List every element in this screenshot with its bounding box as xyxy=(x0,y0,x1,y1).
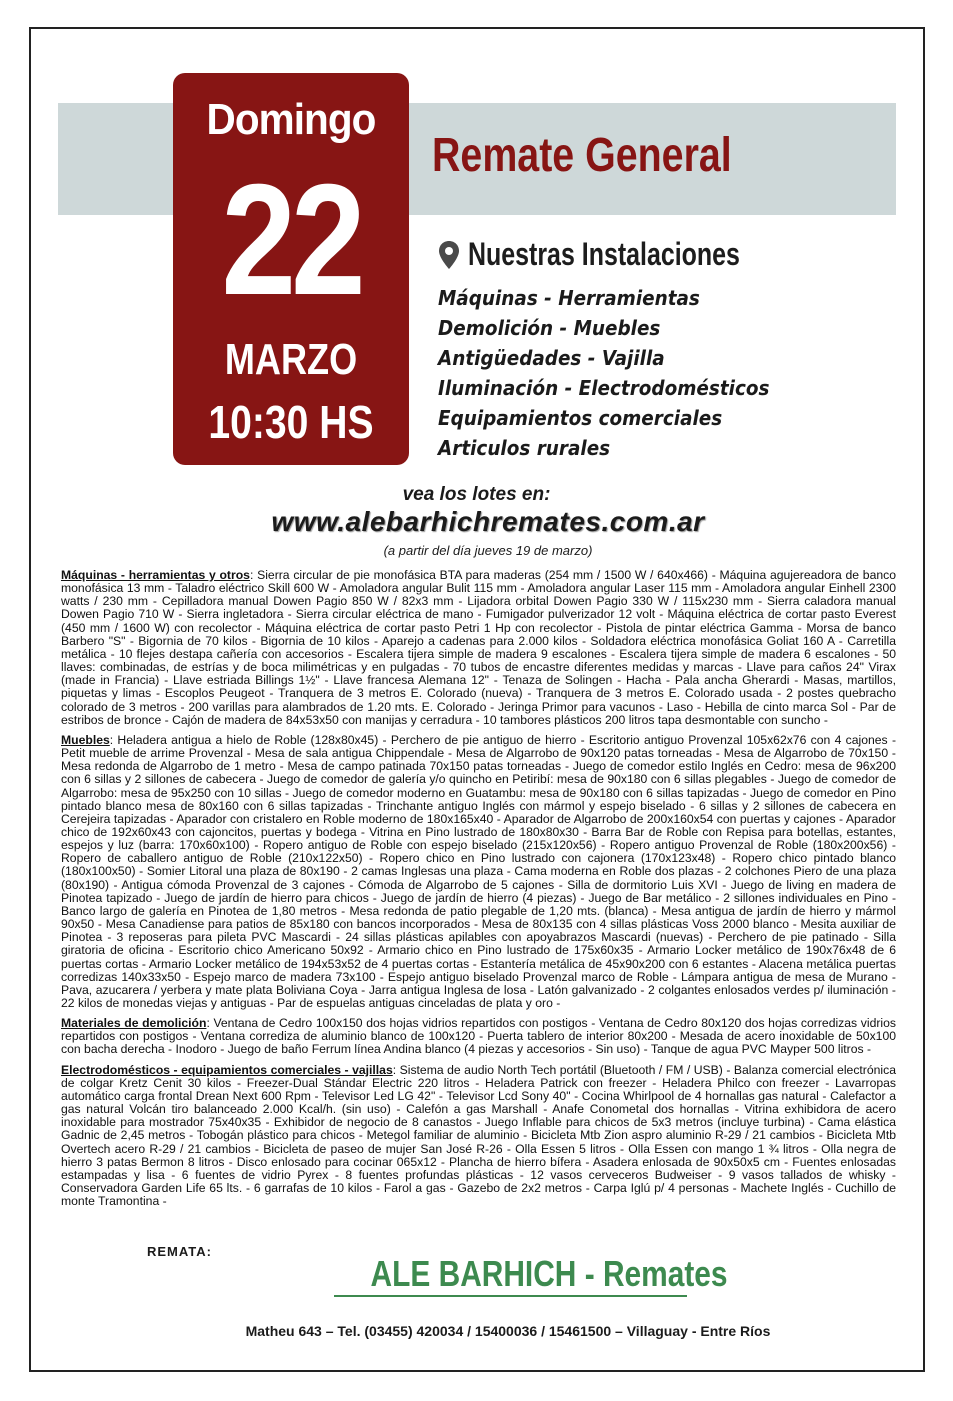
section-electrodomesticos xyxy=(61,1064,896,1209)
category-list xyxy=(438,283,838,463)
section-text: : Ventana de Cedro 100x150 dos hojas vidrios repartidos con postigos - Ventana de Cedro 80x120 dos hojas corredizas vidrios repartidos con postigos - Ventana corrediza de aluminio blanco de 100x120 - Puerta tablero de interior 80x200 - Mesada de acero inoxidable de 50x100 con bacha derecha - Inodoro - Juego de baño Ferrum línea Andina blanco (4 piezas y accesorios - Sin uso) - Tanque de agua PVC Mayper 500 litros - xyxy=(61,1016,896,1057)
date-time: 10:30 HS xyxy=(208,396,374,448)
contact-info: Matheu 643 – Tel. (03455) 420034 / 15400036 / 15461500 – Villaguay - Entre Ríos xyxy=(245,1323,771,1339)
section-text: : Heladera antigua a hielo de Roble (128x80x45) - Perchero de pie antiguo de hierro - Escritorio antiguo Provenzal 105x62x76 con 4 cajones - Petit mueble de arrime Provenzal - Mesa de sala antigua Chippendale - Mesa de Algarrobo de 90x120 patas torneadas - Mesa de Algarrobo de 70x150 - Mesa redonda de Algarrobo de 1 metro - Mesa de campo patinada 70x150 patas torneadas - Juego de comedor estilo Inglés en Cedro: mesa de 96x200 con 6 sillas y 2 sillones de cabecera - Juego de comedor de galería y/o quincho en Petiribí: mesa de 90x180 con 6 sillas plegables - Juego de comedor de Algarrobo: mesa de 95x250 con 10 sillas - Juego de comedor moderno en Guatambu: mesa de 90x180 con 6 sillas tapizadas - Juego de comedor en Pino pintado blanco mesa de 80x160 con 6 sillas tapizadas - Trinchante antiguo Inglés con mármol y espejo biselado - 6 sillas y 2 sillones de cabecera en Cerejeira tapizadas - Aparador con cristalero en Roble moderno de 180x165x40 - Aparador de Algarrobo de 200x160x54 con puertas y cajones - Aparador chico de 192x60x43 con cajoncitos, puertas y bodega - Vitrina en Pino lustrado de 180x80x30 - Barra Bar de Roble con Repisa para botellas, estantes, espejos y luz (barra: 170x60x100) - Ropero antiguo de Roble con espejo biselado (215x120x56) - Ropero antiguo Provenzal de Roble (180x200x56) - Ropero de caballero antiguo de Roble (210x122x50) - Ropero chico en Pino lustrado con cajonera (170x123x48) - Ropero chico pintado blanco (180x100x50) - Somier Litoral una plaza de 80x190 - 2 camas Inglesas una plaza - Cama moderna en Roble dos plazas - 2 colchones Piero de una plaza (80x190) - Antigua cómoda Provenzal de 3 cajones - Cómoda de Algarrobo de 5 cajones - Silla de dormitorio Luis XVI - Juego de living en madera de Pinotea tapizado - Juego de jardín de hierro para chicos - Juego de jardín de hierro (4 piezas) - Juego de Bar metálico - 2 sillones individuales en Pino - Banco largo de galería en Pinotea de 1,80 metros - Mesa redonda de patio plegable de 1,20 mts. (blanca) - Mesa antigua de jardín de hierro y mármol 90x50 - Mesa Canadiense para patios de 85x180 con bancos incorporados - Mesa de 80x135 con 4 sillas plásticas Voss 2000 blanco - Mesita auxiliar de Pinotea - 3 reposeras para pileta PVC Mascardi - 24 sillas plásticas apilables con apoyabrazos Mascardi (nuevas) - Perchero de pie patinado - Silla giratoria de oficina - Escritorio chico Americano 50x92 - Armario chico en Pino lustrado de 175x60x35 - Armario Locker metálico de 190x76x48 de 6 puertas cortas - Armario Locker metálico de 194x53x52 de 4 puertas cortas - Estantería metálica de 45x90x200 con 6 estantes - Alacena metálica puertas corredizas 140x33x50 - Espejo marco de madera 73x100 - Espejo antiguo biselado Provenzal marco de Roble - Lámpara antigua de mesa de Murano - Pava, azucarera / yerbera y mate plata Boliviana Coya - Jarra antigua Inglesa de losa - Latón galvanizado - 2 colgantes enlosados verdes p/ iluminación - 22 kilos de monedas viejas y antiguas - Par de espuelas antiguas cinceladas de plata y oro - xyxy=(61,732,896,1010)
lots-label: vea los lotes en: xyxy=(402,484,551,505)
category-item: Iluminación - Electrodomésticos xyxy=(438,376,770,400)
section-heading: Electrodomésticos - equipamientos comerciales - vajillas xyxy=(61,1062,393,1077)
map-pin-icon xyxy=(438,240,460,270)
section-maquinas xyxy=(61,569,896,727)
section-heading: Materiales de demolición xyxy=(61,1016,207,1031)
section-text: : Sierra circular de pie monofásica BTA para maderas (254 mm / 1500 W / 640x466) - Máquina agujereadora de banco monofásica 13 mm - Taladro eléctrico Skill 600 W - Amoladora angular Bulit 115 mm - Amoladora angular Laser 115 mm - Amoladora angular Einhell 2300 watts / 230 mm - Cepilladora manual Dowen Pagio 850 W / 82x3 mm - Lijadora orbital Dowen Pagio 330 W / 115x230 mm - Sierra caladora manual Dowen Pagio 710 W - Sierra ingletadora - Sierra circular eléctrica de mano - Fumigador pulverizador 12 volt - Máquina eléctrica de cortar pasto Everest (450 mm / 1600 W) con recolector - Máquina eléctrica de cortar pasto Petri 1 Hp con recolector - Pistola de pintar eléctrica Gamma - Morsa de banco Barbero "S" - Bigornia de 70 kilos - Bigornia de 10 kilos - Aparejo a cadenas para 2.000 kilos - Soldadora eléctrica monofásica Goliat 160 A - Carretilla metálica - 10 flejes destapa cañería con accesorios - Escalera tijera simple de madera 9 escalones - Escalera tijera simple de madera 6 escalones - 50 llaves: combinadas, de estrías y de boca milimétricas y en pulgadas - 70 tubos de encastre diferentes medidas y marcas - Llave para caños 24" Virax (made in Francia) - Llave estriada Billings 1½" - Llave francesa Alemana 12" - Tenaza de Solingen - Hacha - Pala ancha Gherardi - Masas, martillos, piquetas y limas - Escoplos Peugeot - Tranquera de 3 metros E. Colorado (nueva) - Tranquera de 3 metros E. Colorado usada - 2 postes quebracho colorado de 3 metros - 200 varillas para alambrados de 1.20 mts. E. Colorado - Jeringa Primor para vacunos - Laso - Hebilla de cinto marca Sol - Par de estribos de bronce - Cajón de madera de 84x53x50 con manijas y cerradura - 10 tambores plásticos 200 litros tapa desmontable con suncho - xyxy=(61,568,897,727)
date-badge xyxy=(173,73,409,465)
page-title: Remate General xyxy=(432,129,732,182)
auctioneer-brand xyxy=(334,1253,728,1297)
category-item: Equipamientos comerciales xyxy=(438,406,723,430)
date-month: MARZO xyxy=(224,335,358,384)
brand-name: ALE BARHICH - Remates xyxy=(370,1253,728,1294)
category-item: Demolición - Muebles xyxy=(438,316,661,340)
date-day: Domingo xyxy=(206,95,376,144)
remata-label: REMATA: xyxy=(147,1244,213,1259)
website-link[interactable]: www.alebarhichremates.com.ar xyxy=(271,506,705,537)
section-text: : Sistema de audio North Tech portátil (Bluetooth / FM / USB) - Balanza comercial electrónica de colgar Kretz Cenit 30 kilos - Freezer-Dual Stándar Electric 220 litros - Heladera Patrick con freezer - Heladera Philco con freezer - Lavarropas automático carga frontal Drean Next 600 Rpm - Televisor Led LG 42" - Televisor Lcd Sony 40" - Cocina Whirlpool de 4 hornallas gas natural - Calefactor a gas natural Volcán tiro balanceado 2.000 Kcal/h. (sin uso) - Calefón a gas Marshall - Anafe Conometal dos hornallas - Vitrina exhibidora de acero inoxidable para mostrador 75x40x35 - Exhibidor de negocio de 8 canastos - Juego Inflable para chicos de 5x3 metros (incluye turbina) - Cama elástica Gadnic de 2,45 metros - Tobogán plástico para chicos - Metegol familiar de aluminio - Bicicleta Mtb Zion aspro aluminio R-29 / 21 cambios - Bicicleta Mtb Overtech acero R-29 / 21 cambios - Bicicleta de paseo de mujer San José R-26 - Olla Essen 5 litros - Olla Essen con mango 1 ¾ litros - Olla negra de hierro 3 patas Bermon 8 litros - Disco enlosado para cocinar 065x12 - Plancha de hierro bífera - Asadera enlosada de 90x50x5 cm - Fuentes enlosadas estampadas y lisa - 6 fuentes de vidrio Pyrex - 8 fuentes profundas plásticas - 12 vasos cerveceros Budweiser - 9 vasos tallados de whisky - Conservadora Garden Life 65 lts. - 6 garrafas de 10 kilos - Farol a gas - Gazebo de 2x2 metros - Carpa Iglú p/ 4 personas - Machete Inglés - Cuchillo de monte Tramontina - xyxy=(61,1062,896,1209)
location xyxy=(438,236,858,276)
lot-descriptions xyxy=(61,569,896,1215)
category-item: Antigüedades - Vajilla xyxy=(438,346,665,370)
date-number: 22 xyxy=(221,152,361,328)
section-muebles xyxy=(61,734,896,1010)
category-item: Máquinas - Herramientas xyxy=(438,286,700,310)
category-item: Articulos rurales xyxy=(438,436,611,460)
section-heading: Muebles xyxy=(61,732,110,747)
section-heading: Máquinas - herramientas y otros xyxy=(61,568,250,582)
location-text: Nuestras Instalaciones xyxy=(468,236,740,272)
section-demolicion xyxy=(61,1017,896,1056)
availability-note: (a partir del día jueves 19 de marzo) xyxy=(383,543,593,558)
